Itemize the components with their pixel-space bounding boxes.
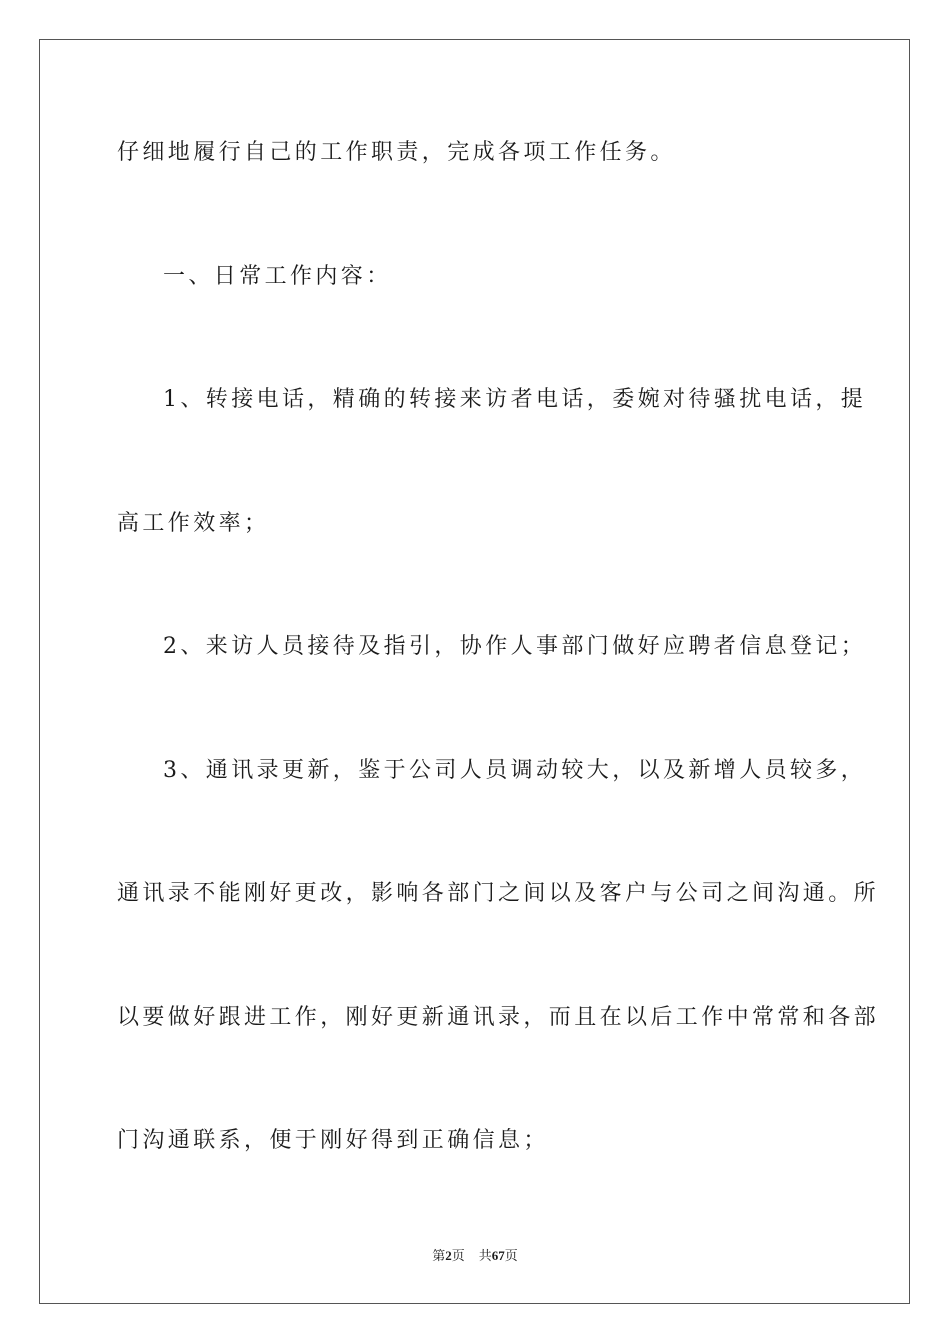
- paragraph-line-6: 3、通讯录更新，鉴于公司人员调动较大，以及新增人员较多，: [163, 758, 867, 783]
- page-number: 2: [445, 1248, 452, 1263]
- paragraph-line-9: 门沟通联系，便于刚好得到正确信息；: [117, 1128, 549, 1153]
- page-footer: [0, 1247, 950, 1265]
- total-suffix: 页: [504, 1248, 518, 1263]
- paragraph-line-8: 以要做好跟进工作，刚好更新通讯录，而且在以后工作中常常和各部: [117, 1005, 880, 1030]
- paragraph-line-3: 1、转接电话，精确的转接来访者电话，委婉对待骚扰电话，提: [163, 387, 867, 412]
- total-prefix: 共: [478, 1248, 492, 1263]
- total-pages: 67: [491, 1248, 505, 1263]
- section-heading-daily-work: 一、日常工作内容：: [163, 264, 392, 289]
- page-border: [39, 39, 910, 1304]
- paragraph-line-5: 2、来访人员接待及指引，协作人事部门做好应聘者信息登记；: [163, 634, 867, 659]
- paragraph-line-4: 高工作效率；: [117, 511, 270, 536]
- page-prefix: 第: [432, 1248, 446, 1263]
- page-suffix: 页: [451, 1248, 465, 1263]
- paragraph-line-7: 通讯录不能刚好更改，影响各部门之间以及客户与公司之间沟通。所: [117, 881, 880, 906]
- paragraph-line-1: 仔细地履行自己的工作职责，完成各项工作任务。: [117, 140, 676, 165]
